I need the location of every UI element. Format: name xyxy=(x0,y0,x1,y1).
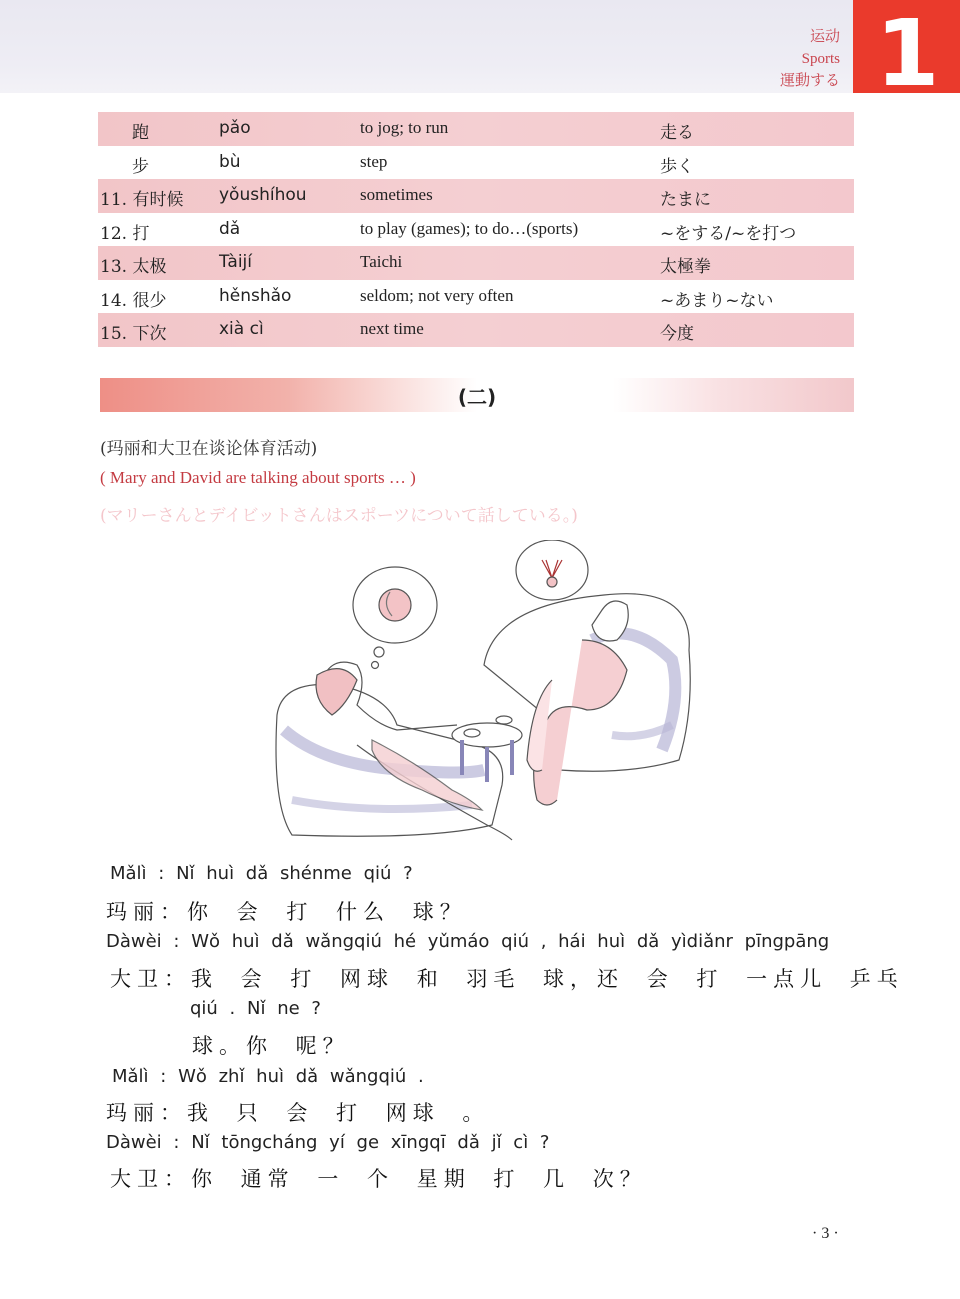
vocab-english: step xyxy=(360,151,388,171)
dialogue-line-pinyin: qiú . Nǐ ne ? xyxy=(190,998,321,1019)
vocab-english: sometimes xyxy=(360,185,433,204)
section-label: (二) xyxy=(457,385,497,409)
vocab-hanzi: 很少 xyxy=(132,290,167,311)
chapter-title-en: Sports xyxy=(801,51,840,67)
context-english: ( Mary and David are talking about sports … ) xyxy=(100,468,416,487)
vocab-row xyxy=(98,313,854,347)
dialogue-line-pinyin: Dàwèi : Wǒ huì dǎ wǎngqiú hé yǔmáo qiú , hái huì dǎ yìdiǎnr pīngpāng xyxy=(106,931,830,952)
dialogue-line-pinyin: Mǎlì : Nǐ huì dǎ shénme qiú ? xyxy=(110,863,413,884)
dialogue-line-hanzi: 球。你 呢？ xyxy=(192,1034,350,1058)
vocab-hanzi: 打 xyxy=(132,223,150,244)
vocab-japanese: 今度 xyxy=(660,324,694,344)
page-number: · 3 · xyxy=(812,1225,839,1242)
vocab-row xyxy=(98,280,854,314)
section-heading-bar xyxy=(100,378,854,412)
chapter-number: 1 xyxy=(875,0,938,107)
vocab-number: 13. xyxy=(100,257,128,277)
vocab-pinyin: dǎ xyxy=(219,218,241,239)
vocab-japanese: ~あまり~ない xyxy=(660,290,774,311)
dialogue-line-hanzi: 玛丽：我 只 会 打 网球 。 xyxy=(106,1101,490,1125)
vocabulary-table xyxy=(98,112,854,347)
dialogue-line-hanzi: 大卫：我 会 打 网球 和 羽毛 球，还 会 打 一点儿 乒乓 xyxy=(110,967,904,991)
dialogue-line-hanzi: 玛丽：你 会 打 什么 球？ xyxy=(106,900,467,924)
tennis-ball-icon xyxy=(379,589,411,621)
vocab-english: Taichi xyxy=(360,252,403,271)
vocab-number: 14. xyxy=(100,290,128,311)
vocab-row xyxy=(98,246,854,280)
context-japanese: (マリーさんとデイビットさんはスポーツについて話している。) xyxy=(100,506,578,526)
vocab-hanzi: 步 xyxy=(132,156,149,177)
vocab-japanese: 太極拳 xyxy=(660,257,711,277)
vocab-row xyxy=(98,179,854,213)
vocab-row xyxy=(98,213,854,247)
vocab-pinyin: pǎo xyxy=(219,118,251,138)
vocab-number-hanzi xyxy=(100,319,166,344)
vocab-pinyin: bù xyxy=(219,151,241,172)
vocab-english: next time xyxy=(360,319,424,338)
context-chinese: (玛丽和大卫在谈论体育活动) xyxy=(100,439,318,459)
teacup-icon xyxy=(464,729,480,737)
vocab-number: 15. xyxy=(100,324,128,344)
vocab-japanese: 歩く xyxy=(660,156,694,177)
vocab-number-hanzi xyxy=(100,185,183,210)
chapter-number-box xyxy=(853,0,960,107)
vocab-hanzi: 跑 xyxy=(132,123,149,143)
vocab-row xyxy=(98,112,854,146)
vocab-hanzi: 有时候 xyxy=(132,190,184,210)
vocab-number: 12. xyxy=(100,223,128,244)
vocab-japanese: 走る xyxy=(660,123,694,143)
vocab-english: to play (games); to do…(sports) xyxy=(360,218,579,238)
vocab-english: to jog; to run xyxy=(360,118,449,137)
vocab-number-hanzi xyxy=(100,286,166,311)
vocab-english: seldom; not very often xyxy=(360,285,514,305)
vocab-hanzi: 太极 xyxy=(132,257,167,277)
dialogue-line-hanzi: 大卫：你 通常 一 个 星期 打 几 次？ xyxy=(110,1167,647,1191)
chapter-title-jp: 運動する xyxy=(779,73,840,89)
vocab-number-hanzi xyxy=(100,219,149,244)
dialogue-line-pinyin: Dàwèi : Nǐ tōngcháng yí ge xīngqī dǎ jǐ cì ? xyxy=(106,1132,550,1153)
chapter-titles xyxy=(780,26,840,92)
vocab-pinyin: yǒushíhou xyxy=(219,185,307,205)
vocab-number: 11. xyxy=(100,190,128,210)
vocab-pinyin: xià cì xyxy=(219,319,264,339)
vocab-japanese: ~をする/~を打つ xyxy=(660,223,797,244)
vocab-pinyin: hěnshǎo xyxy=(219,285,292,306)
dialogue-line-pinyin: Mǎlì : Wǒ zhǐ huì dǎ wǎngqiú . xyxy=(112,1066,424,1087)
chapter-title-zh: 运动 xyxy=(809,29,840,45)
vocab-japanese: たまに xyxy=(660,190,711,210)
vocab-row xyxy=(98,146,854,180)
vocab-pinyin: Tàijí xyxy=(219,252,252,272)
conversation-illustration xyxy=(262,540,702,850)
thought-bubble-icon xyxy=(516,540,588,600)
vocab-number-hanzi xyxy=(100,252,166,277)
vocab-hanzi: 下次 xyxy=(132,324,167,344)
teacup-icon xyxy=(496,716,512,724)
